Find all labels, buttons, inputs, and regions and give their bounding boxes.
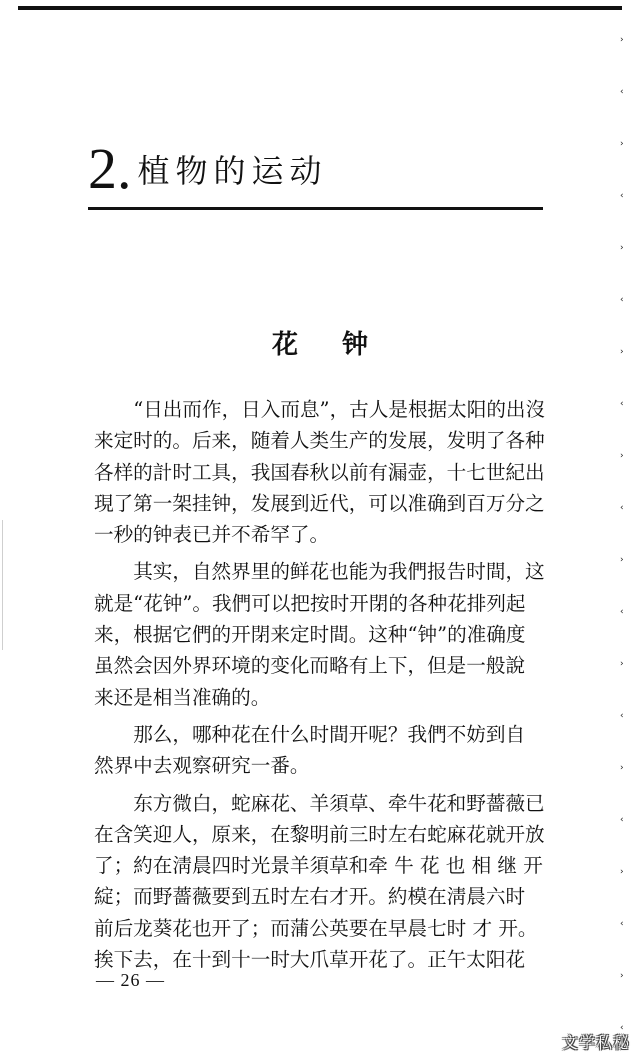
- binding-mark: ‹: [620, 919, 624, 929]
- text-line: 虽然会因外界环境的变化而略有上下，但是一般說: [94, 654, 526, 678]
- text-line: 然界中去观察研究一番。: [94, 754, 310, 778]
- binding-mark: ‹: [620, 191, 624, 201]
- binding-mark: ›: [620, 555, 624, 565]
- paragraph-4: [94, 788, 554, 976]
- binding-mark: ‹: [620, 295, 624, 305]
- binding-mark: ›: [620, 35, 624, 45]
- binding-mark: ‹: [620, 815, 624, 825]
- text-line: 东方微白，蛇麻花、羊須草、牵牛花和野薔薇已: [133, 791, 545, 815]
- watermark: 文学私秘: [561, 1033, 630, 1052]
- binding-mark: ‹: [620, 87, 624, 97]
- binding-mark: ›: [620, 763, 624, 773]
- text-line: 在含笑迎人，原来，在黎明前三时左右蛇麻花就开放: [94, 822, 545, 846]
- text-line: 挨下去，在十到十一时大爪草开花了。正午太阳花: [94, 948, 526, 972]
- chapter-title-text: 植物的运动: [137, 152, 328, 190]
- binding-mark: ›: [620, 451, 624, 461]
- section-heading: 花钟: [271, 330, 412, 360]
- top-border-rule: [18, 6, 622, 10]
- paragraph-3: [94, 719, 554, 782]
- binding-mark: ‹: [620, 711, 624, 721]
- binding-mark: ‹: [620, 503, 624, 513]
- binding-mark: ‹: [620, 1023, 624, 1033]
- body-text: [94, 394, 554, 981]
- text-line: 現了第一架挂钟，发展到近代，可以准确到百万分之: [94, 491, 545, 515]
- text-line: 綻；而野薔薇要到五时左右才开。約模在淸晨六时: [94, 885, 526, 909]
- chapter-title: [88, 136, 328, 201]
- text-line: 来，根据它們的开閉来定时間。这种“钟”的准确度: [94, 623, 526, 647]
- binding-mark: ›: [620, 347, 624, 357]
- binding-mark: ‹: [620, 607, 624, 617]
- chapter-title-underline: [88, 207, 543, 210]
- binding-mark: ›: [620, 243, 624, 253]
- binding-mark: ‹: [620, 399, 624, 409]
- binding-mark: ›: [620, 139, 624, 149]
- page-number: — 26 —: [96, 970, 165, 990]
- text-line: 各样的計时工具，我国春秋以前有漏壶，十七世紀出: [94, 460, 545, 484]
- paragraph-2: [94, 556, 554, 712]
- paragraph-1: [94, 394, 554, 550]
- text-line: 那么，哪种花在什么时間开呢？我們不妨到自: [133, 722, 526, 746]
- scan-edge-mark: [2, 520, 3, 650]
- text-line: 来定时的。后来，随着人类生产的发展，发明了各种: [94, 429, 545, 453]
- binding-mark: ›: [620, 659, 624, 669]
- binding-mark: ›: [620, 867, 624, 877]
- text-line: 一秒的钟表已并不希罕了。: [94, 523, 330, 547]
- text-line: 前后龙葵花也开了；而蒲公英要在早晨七时 才 开。: [94, 916, 538, 940]
- text-line: 了；約在淸晨四时光景羊須草和牵 牛 花 也 相 继 开: [94, 854, 543, 878]
- text-line: 就是“花钟”。我們可以把按时开閉的各种花排列起: [94, 591, 526, 615]
- text-line: 其实，自然界里的鲜花也能为我們报告时間，这: [133, 560, 545, 584]
- text-line: “日出而作，日入而息”，古人是根据太阳的出沒: [133, 398, 546, 421]
- binding-mark: ›: [620, 971, 624, 981]
- chapter-number: 2.: [88, 136, 132, 201]
- text-line: 来还是相当准确的。: [94, 685, 271, 709]
